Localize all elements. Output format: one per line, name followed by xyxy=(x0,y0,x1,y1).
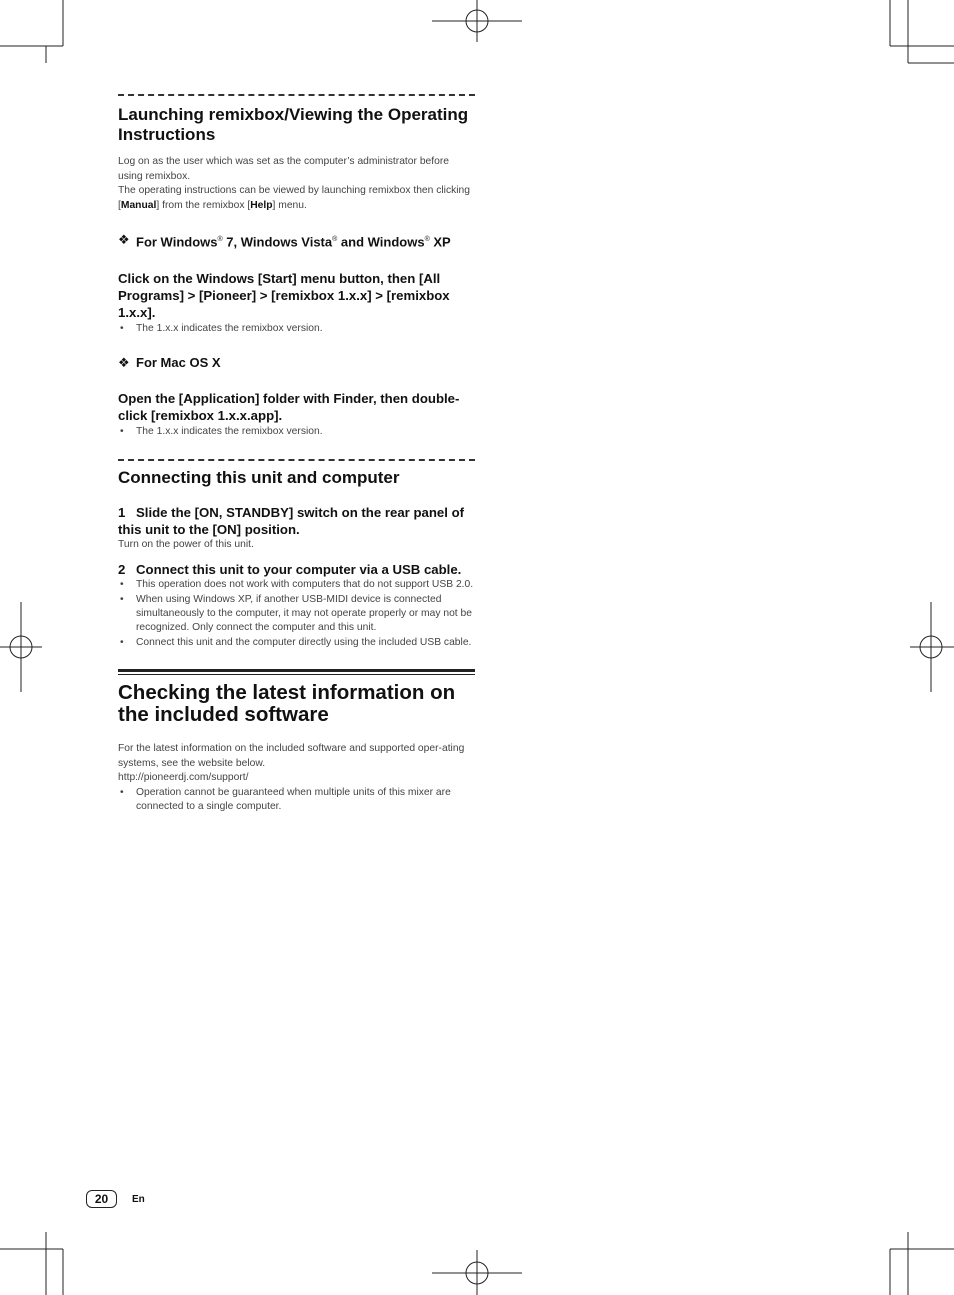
chapter-heading-checking: Checking the latest information on the included software xyxy=(118,681,456,727)
section-heading-launching: Launching remixbox/Viewing the Operating Instructions xyxy=(118,105,469,144)
list-item: • The 1.x.x indicates the remixbox version. xyxy=(118,425,475,439)
dashed-divider xyxy=(118,459,475,461)
diamond-icon: ❖ xyxy=(118,232,130,248)
paragraph-logon: Log on as the user which was set as the computer’s administrator before using remixbox. xyxy=(118,156,450,182)
content-column xyxy=(118,94,475,815)
page-number: 20 xyxy=(86,1190,117,1208)
list-item: • The 1.x.x indicates the remixbox version. xyxy=(118,322,475,336)
list-item: • Operation cannot be guaranteed when multiple units of this mixer are connected to a single computer. xyxy=(118,786,475,815)
dashed-divider xyxy=(118,94,475,96)
step-1-body: Turn on the power of this unit. xyxy=(118,538,254,550)
step-1: 1 Slide the [ON, STANDBY] switch on the rear panel of this unit to the [ON] position. xyxy=(118,504,465,537)
page-footer xyxy=(86,1190,145,1208)
windows-instruction: Click on the Windows [Start] menu button, then [All Programs] > [Pioneer] > [remixbox 1.x.x] > [remixbox 1.x.x]. xyxy=(118,270,450,320)
paragraph-operating-instructions: The operating instructions can be viewed by launching remixbox then clicking [Manual] from the remixbox [Help] menu. xyxy=(118,185,471,211)
step-2: 2 Connect this unit to your computer via a USB cable. xyxy=(118,562,462,578)
subheading-windows: ❖ For Windows® 7, Windows Vista® and Windows® XP xyxy=(118,232,451,250)
step-2-bullets xyxy=(118,578,475,650)
mac-bullets xyxy=(118,425,475,439)
manual-label: Manual xyxy=(120,199,157,211)
double-rule-divider xyxy=(118,669,475,675)
section-heading-connecting: Connecting this unit and computer xyxy=(118,467,400,487)
list-item: • When using Windows XP, if another USB-MIDI device is connected simultaneously to the computer, it may not operate properly or may not be recognized. Only connect the computer and this unit. xyxy=(118,593,475,636)
windows-bullets xyxy=(118,322,475,336)
subheading-mac: ❖ For Mac OS X xyxy=(118,355,221,371)
list-item: • This operation does not work with computers that do not support USB 2.0. xyxy=(118,578,475,592)
support-url: http://pioneerdj.com/support/ xyxy=(118,772,249,784)
checking-bullets xyxy=(118,786,475,815)
diamond-icon: ❖ xyxy=(118,355,130,371)
language-label: En xyxy=(132,1193,145,1205)
mac-instruction: Open the [Application] folder with Finder, then double-click [remixbox 1.x.x.app]. xyxy=(118,391,460,424)
help-label: Help xyxy=(250,199,273,211)
list-item: • Connect this unit and the computer directly using the included USB cable. xyxy=(118,636,475,650)
paragraph-latest-info: For the latest information on the included software and supported oper-ating systems, see the website below. xyxy=(118,743,465,769)
